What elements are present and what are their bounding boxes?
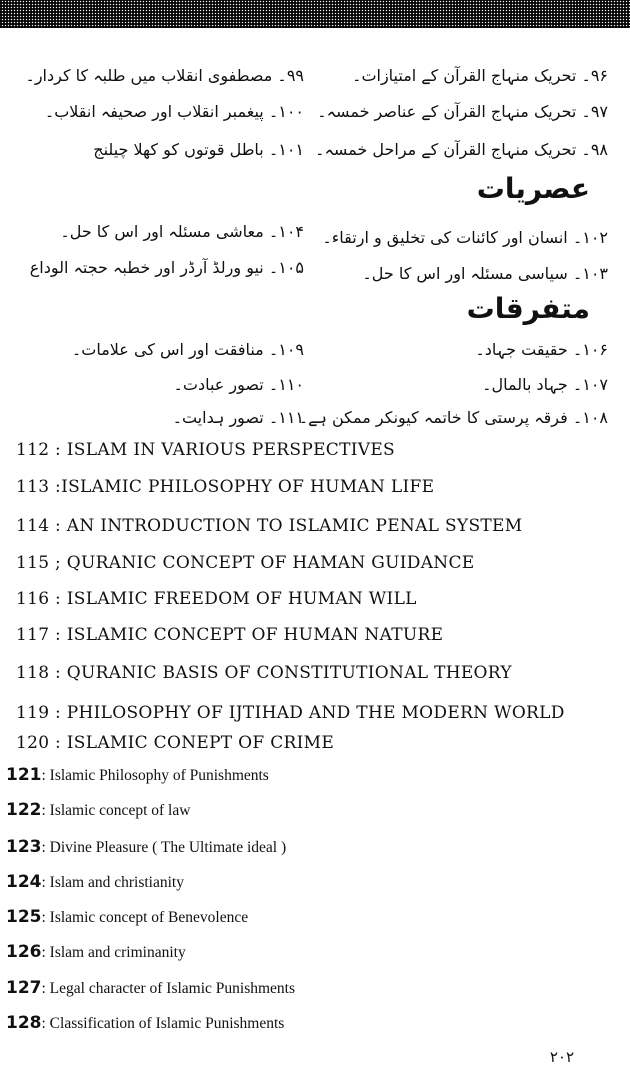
list-item: 120 : ISLAMIC CONEPT OF CRIME bbox=[16, 733, 335, 753]
list-item: 115 ; QURANIC CONCEPT OF HAMAN GUIDANCE bbox=[16, 553, 475, 573]
list-item: 114 : AN INTRODUCTION TO ISLAMIC PENAL SYSTEM bbox=[16, 516, 523, 536]
list-item: ۱۰۶۔ حقیقت جہاد۔ bbox=[475, 340, 608, 359]
item-number: 122 bbox=[6, 800, 42, 820]
list-item: ۱۰۹۔ منافقت اور اس کی علامات۔ bbox=[71, 340, 304, 359]
list-item: 118 : QURANIC BASIS OF CONSTITUTIONAL THEORY bbox=[16, 663, 512, 683]
list-item bbox=[6, 765, 269, 785]
list-item: ۱۰۲۔ انسان اور کائنات کی تخلیق و ارتقاء۔ bbox=[322, 228, 608, 247]
item-text: : Islamic concept of law bbox=[41, 802, 191, 819]
list-item: 117 : ISLAMIC CONCEPT OF HUMAN NATURE bbox=[16, 625, 444, 645]
list-item: ۱۰۱۔ باطل قوتوں کو کھلا چیلنج bbox=[93, 140, 304, 159]
list-item bbox=[6, 872, 184, 892]
top-border bbox=[0, 0, 630, 28]
list-item: ۹۶۔ تحریک منہاج القرآن کے امتیازات۔ bbox=[352, 66, 608, 85]
list-item bbox=[6, 907, 248, 927]
item-text: : Islamic concept of Benevolence bbox=[41, 909, 249, 926]
item-number: 121 bbox=[6, 765, 42, 785]
list-item: ۱۰۵۔ نیو ورلڈ آرڈر اور خطبہ حجتہ الوداع bbox=[29, 258, 304, 277]
list-item bbox=[6, 800, 190, 820]
list-item: ۹۷۔ تحریک منہاج القرآن کے عناصر خمسہ۔ bbox=[317, 102, 608, 121]
item-number: 127 bbox=[6, 978, 42, 998]
list-item: 113 :ISLAMIC PHILOSOPHY OF HUMAN LIFE bbox=[16, 477, 435, 497]
list-item bbox=[6, 942, 186, 962]
item-number: 125 bbox=[6, 907, 42, 927]
list-item: ۱۰۳۔ سیاسی مسئلہ اور اس کا حل۔ bbox=[362, 264, 608, 283]
list-item: 116 : ISLAMIC FREEDOM OF HUMAN WILL bbox=[16, 589, 417, 609]
item-text: : Classification of Islamic Punishments bbox=[41, 1015, 285, 1032]
item-number: 126 bbox=[6, 942, 42, 962]
item-text: : Islam and criminanity bbox=[41, 944, 186, 961]
item-number: 123 bbox=[6, 837, 42, 857]
list-item: ۱۱۱۔ تصور ہدایت۔ bbox=[172, 408, 304, 427]
list-item bbox=[6, 837, 286, 857]
list-item: ۱۰۰۔ پیغمبر انقلاب اور صحیفہ انقلاب۔ bbox=[44, 102, 304, 121]
section-heading: متفرقات bbox=[466, 292, 590, 325]
list-item: ۱۰۸۔ فرقہ پرستی کا خاتمہ کیونکر ممکن ہے۔ bbox=[298, 408, 608, 427]
list-item: ۱۰۷۔ جہاد بالمال۔ bbox=[482, 375, 608, 394]
item-number: 128 bbox=[6, 1013, 42, 1033]
item-text: : Divine Pleasure ( The Ultimate ideal ) bbox=[41, 839, 287, 856]
list-item bbox=[6, 978, 295, 998]
list-item: 112 : ISLAM IN VARIOUS PERSPECTIVES bbox=[16, 440, 395, 460]
item-text: : Islamic Philosophy of Punishments bbox=[41, 767, 269, 784]
list-item bbox=[6, 1013, 284, 1033]
page-number: ۲۰۲ bbox=[549, 1048, 574, 1066]
item-text: : Legal character of Islamic Punishments bbox=[41, 980, 296, 997]
list-item: 119 : PHILOSOPHY OF IJTIHAD AND THE MODERN WORLD bbox=[16, 703, 565, 723]
list-item: ۹۸۔ تحریک منہاج القرآن کے مراحل خمسہ۔ bbox=[315, 140, 608, 159]
item-text: : Islam and christianity bbox=[41, 874, 184, 891]
list-item: ۱۱۰۔ تصور عبادت۔ bbox=[173, 375, 304, 394]
section-heading: عصریات bbox=[476, 172, 590, 205]
item-number: 124 bbox=[6, 872, 42, 892]
list-item: ۹۹۔ مصطفوی انقلاب میں طلبہ کا کردار۔ bbox=[25, 66, 304, 85]
list-item: ۱۰۴۔ معاشی مسئلہ اور اس کا حل۔ bbox=[60, 222, 304, 241]
